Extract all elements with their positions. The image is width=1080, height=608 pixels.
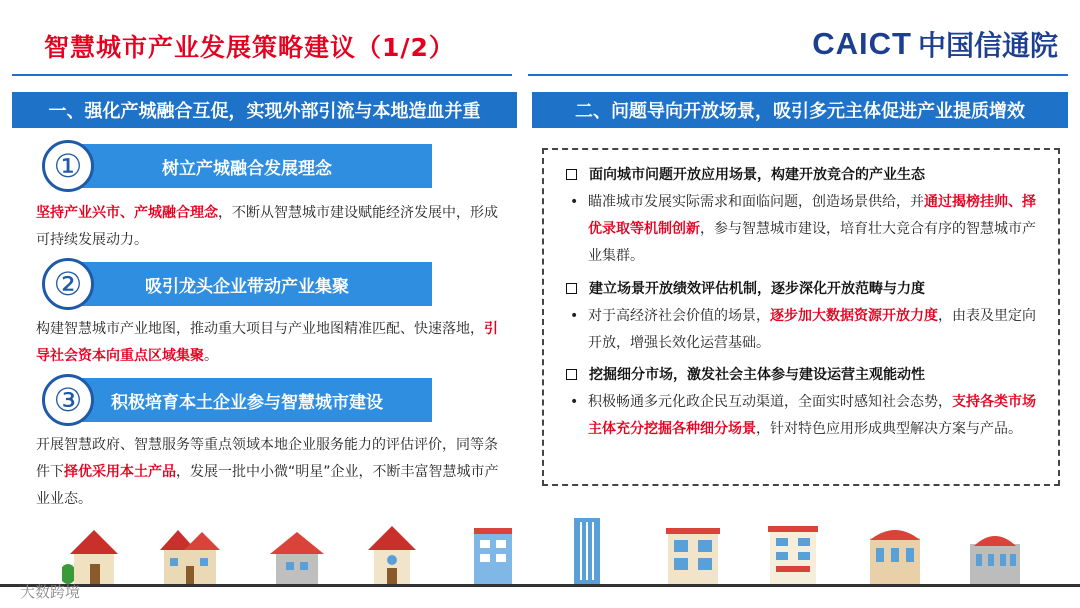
item-1-title-bar: 树立产城融合发展理念 <box>62 144 432 188</box>
right-item-1 <box>566 162 1048 270</box>
checkbox-square-icon <box>566 169 577 180</box>
right-item-1-text-end: ，参与智慧城市建设，培育壮大竞合有序的智慧城市产业集群。 <box>588 221 1036 264</box>
right-item-1-head <box>566 162 1048 189</box>
item-3-highlight: 择优采用本土产品 <box>64 464 176 480</box>
house-icon <box>268 528 326 584</box>
right-item-1-highlight: 通过揭榜挂帅、择优录取等机制创新 <box>588 194 1036 237</box>
right-item-2-head-text: 建立场景开放绩效评估机制，逐步深化开放范畴与力度 <box>589 281 925 297</box>
office-building-icon <box>666 522 720 584</box>
item-3-paragraph <box>36 432 506 513</box>
office-building-icon <box>470 524 516 584</box>
logo-cn: 中国信通院 <box>917 29 1058 62</box>
right-item-2-text-end: ，由表及里定向开放，增强长效化运营基础。 <box>588 308 1036 351</box>
item-2-text: 构建智慧城市产业地图，推动重大项目与产业地图精准匹配、快速落地， <box>36 321 484 337</box>
right-item-3-text-end: ，针对特色应用形成典型解决方案与产品。 <box>756 421 1022 437</box>
item-3-text-end: ，发展一批中小微“明星”企业，不断丰富智慧城市产业业态。 <box>36 464 499 507</box>
right-item-2-highlight: 逐步加大数据资源开放力度 <box>770 308 938 324</box>
item-1-highlight: 坚持产业兴市、产城融合理念 <box>36 205 218 221</box>
right-item-3-text: 积极畅通多元化政企民互动渠道，全面实时感知社会态势， <box>588 394 952 410</box>
item-3-text: 开展智慧政府、智慧服务等重点领域本地企业服务能力的评估评价，同等条件下 <box>36 437 498 480</box>
item-2-text-end: 。 <box>204 348 218 364</box>
right-item-2-head <box>566 276 1048 303</box>
building-icon <box>966 526 1024 584</box>
right-item-3-body <box>566 389 1048 443</box>
right-item-3-head-text: 挖掘细分市场，激发社会主体参与建设运营主观能动性 <box>589 367 925 383</box>
right-item-2-body <box>566 303 1048 357</box>
logo-en: CAICT <box>812 26 912 61</box>
right-item-3-head <box>566 362 1048 389</box>
header-rule-left <box>12 74 512 76</box>
office-building-icon <box>766 522 820 584</box>
house-icon <box>368 524 416 584</box>
item-1-number-icon: ① <box>42 140 94 192</box>
right-section-heading: 二、问题导向开放场景，吸引多元主体促进产业提质增效 <box>532 92 1068 128</box>
item-3-title-bar: 积极培育本土企业参与智慧城市建设 <box>62 378 432 422</box>
bullet-dot-icon: • <box>570 308 579 324</box>
page-title: 智慧城市产业发展策略建议（1/2） <box>44 33 455 62</box>
left-section-heading: 一、强化产城融合互促，实现外部引流与本地造血并重 <box>12 92 517 128</box>
right-item-1-text: 瞄准城市发展实际需求和面临问题，创造场景供给，并 <box>588 194 924 210</box>
ground-line <box>0 584 1080 587</box>
house-icon <box>62 524 124 584</box>
building-icon <box>866 524 924 584</box>
bullet-dot-icon: • <box>570 394 579 410</box>
item-1-paragraph <box>36 200 506 254</box>
right-item-2-text: 对于高经济社会价值的场景， <box>588 308 770 324</box>
item-2-highlight: 引导社会资本向重点区域集聚 <box>36 321 498 364</box>
item-2-paragraph <box>36 316 506 370</box>
right-item-1-body <box>566 189 1048 270</box>
office-building-icon <box>572 518 602 584</box>
right-item-2 <box>566 276 1048 357</box>
checkbox-square-icon <box>566 283 577 294</box>
right-item-3 <box>566 362 1048 443</box>
source-watermark: 大数跨境 <box>20 583 81 601</box>
bullet-dot-icon: • <box>570 194 579 210</box>
right-content-box <box>542 148 1060 486</box>
checkbox-square-icon <box>566 369 577 380</box>
caict-logo <box>812 24 1058 64</box>
house-icon <box>160 522 220 584</box>
right-item-3-highlight: 支持各类市场主体充分挖掘各种细分场景 <box>588 394 1036 437</box>
item-3-number-icon: ③ <box>42 374 94 426</box>
right-item-1-head-text: 面向城市问题开放应用场景，构建开放竞合的产业生态 <box>589 167 925 183</box>
item-2-number-icon: ② <box>42 258 94 310</box>
item-2-title-bar: 吸引龙头企业带动产业集聚 <box>62 262 432 306</box>
item-1-text: ，不断从智慧城市建设赋能经济发展中，形成可持续发展动力。 <box>36 205 498 248</box>
header-rule-right <box>528 74 1068 76</box>
